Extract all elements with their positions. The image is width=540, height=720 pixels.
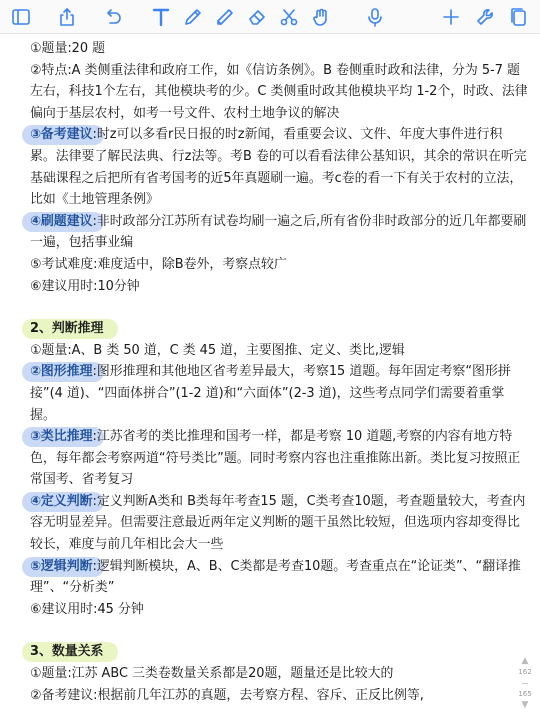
paragraph [30, 254, 528, 276]
graphic-reasoning-heading: ②图形推理 [30, 364, 93, 380]
definition-text: :定义判断A类和 B类每年考查15 题，C类考查10题，考查题量较大，考查内容无明显差异。但需要注意最近两年定义判断的题干虽然比较短，但选项内容却变得比较长，难度与前几年相比会大一些 [30, 493, 526, 553]
paragraph [30, 361, 528, 426]
paragraph [30, 685, 528, 707]
notes-content [30, 38, 528, 706]
page-down-icon[interactable]: ▼ [521, 700, 529, 710]
practice-advice-heading: ④刷题建议 [30, 213, 93, 229]
graphic-reasoning-text: :图形推理和其他地区省考差异最大，考察15 道题。每年固定考察“图形拼接”(4 道)、“四面体拼合”(1-2 道)和“六面体”(2-3 道)，这些考点同学们需要着重掌握。 [30, 364, 511, 423]
question-count-text: ①题量:A、B 类 50 道，C 类 45 道，主要图推、定义、类比,逻辑 [30, 342, 405, 358]
pages-icon[interactable] [506, 4, 532, 30]
question-count-text: ①题量:20 题 [30, 41, 106, 56]
current-page: 162 [518, 668, 532, 676]
definition-heading: ④定义判断 [30, 493, 93, 509]
prep-advice-text: ②备考建议:根据前几年江苏的真题，去考察方程、容斥、正反比例等, [30, 687, 424, 703]
eraser-icon[interactable] [244, 4, 270, 30]
paragraph [30, 38, 528, 60]
paragraph [30, 276, 528, 298]
highlighter-icon[interactable] [212, 4, 238, 30]
hand-icon[interactable] [308, 4, 334, 30]
paragraph [30, 60, 528, 125]
paragraph [30, 556, 528, 599]
time-advice-text: ⑥建议用时:45 分钟 [30, 601, 144, 617]
paragraph [30, 124, 528, 210]
pen-icon[interactable] [180, 4, 206, 30]
difficulty-text: ⑤考试难度:难度适中，除B卷外，考察点较广 [30, 256, 287, 272]
practice-advice-text: :非时政部分江苏所有试卷均刷一遍之后,所有省份非时政部分的近几年都要刷一遍，包括事业编 [30, 213, 527, 251]
page-indicator[interactable] [514, 656, 536, 711]
section-title-judgment: 2、判断推理 [30, 321, 104, 337]
scissors-icon[interactable] [276, 4, 302, 30]
logic-text: :逻辑判断模块，A、B、C类都是考查10题。考查重点在“论证类”、“翻译推理”、“分析类” [30, 558, 521, 596]
logic-heading: ⑤逻辑判断 [30, 558, 93, 574]
paragraph [30, 340, 528, 362]
paragraph [30, 663, 528, 685]
undo-icon[interactable] [100, 4, 126, 30]
question-count-text: ①题量:江苏 ABC 三类卷数量关系都是20题，题量还是比较大的 [30, 666, 394, 682]
text-tool-icon[interactable] [148, 4, 174, 30]
paragraph [30, 211, 528, 254]
section-heading [30, 318, 528, 340]
sidebar-icon[interactable] [8, 4, 34, 30]
prep-advice-text: :时z可以多看r民日报的时z新闻，看重要会议、文件、年度大事件进行积累。法律要了解民法典、行z法等。考B 卷的可以看看法律公基知识，其余的常识在听完基础课程之后把所有省考国考的近5年真题刷一遍。考c卷的看一下有关于农村的立法，比如《土地管理条例》 [30, 127, 527, 208]
section-heading [30, 641, 528, 663]
paragraph [30, 426, 528, 491]
settings-icon[interactable] [472, 4, 498, 30]
features-text: ②特点:A 类侧重法律和政府工作，如《信访条例》。B 卷侧重时政和法律，分为 5-7 题左右，科技1个左右，其他模块考的少。C 类侧重时政其他模块平均 1-2个，时政、法律偏向于基层农村，如考一号文件、农村土地争议的解决 [30, 62, 528, 121]
toolbar [0, 0, 540, 34]
analogy-text: :江苏省考的类比推理和国考一样，都是考察 10 道题,考察的内容有地方特色，每年都会考察两道“符号类比”题。同时考察内容也注重推陈出新。类比复习按照正常国考、省考复习 [30, 429, 521, 488]
time-advice-text: ⑥建议用时:10分钟 [30, 278, 140, 294]
page-up-icon[interactable]: ▲ [521, 656, 529, 666]
prep-advice-heading: ③备考建议 [30, 127, 93, 143]
paragraph [30, 599, 528, 621]
total-pages: 165 [518, 690, 532, 698]
section-title-quantity: 3、数量关系 [30, 644, 104, 660]
page-divider: — [521, 679, 529, 687]
microphone-icon[interactable] [362, 4, 388, 30]
share-icon[interactable] [54, 4, 80, 30]
add-icon[interactable] [438, 4, 464, 30]
paragraph [30, 491, 528, 556]
analogy-heading: ③类比推理 [30, 429, 93, 445]
